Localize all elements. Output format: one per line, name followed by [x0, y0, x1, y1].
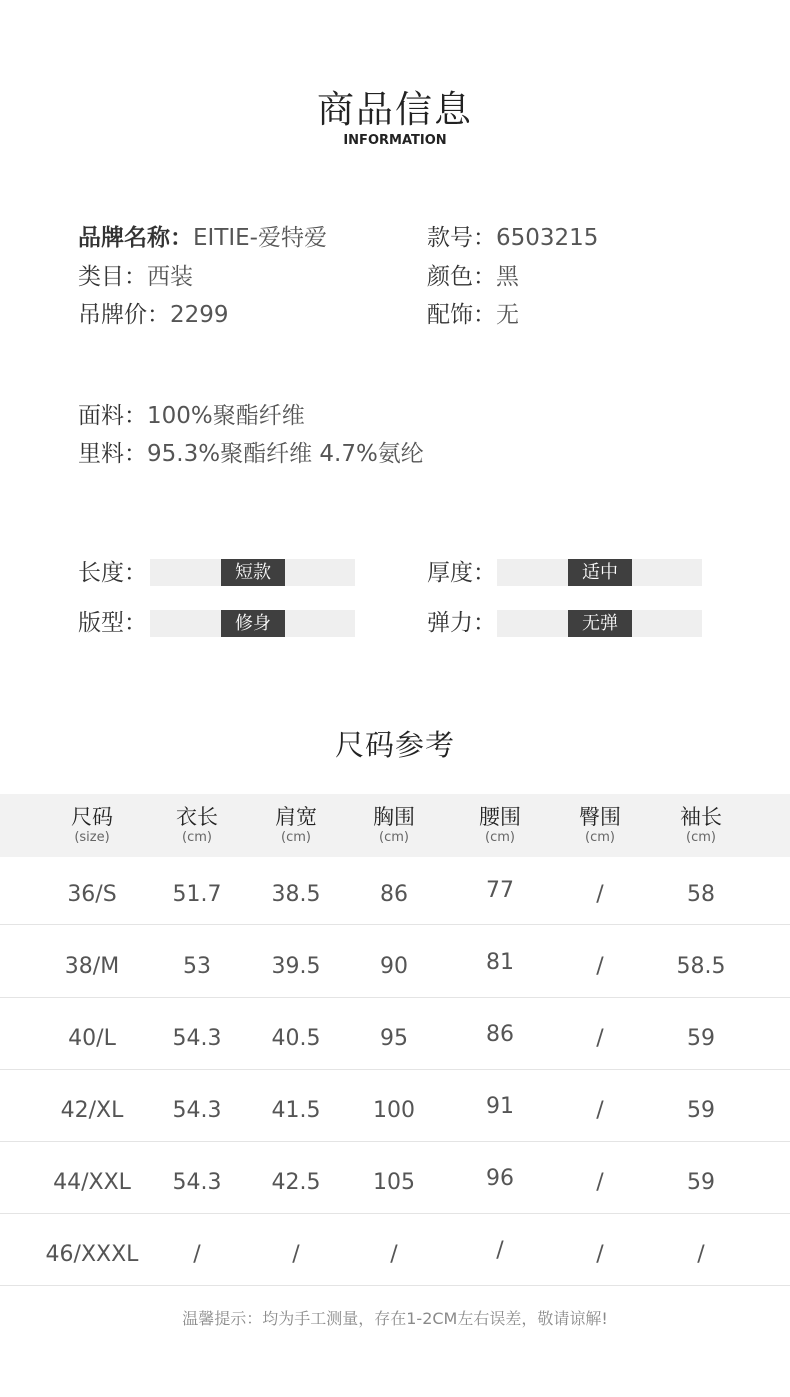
accessory-value: 无	[496, 302, 519, 328]
table-cell: 39.5	[271, 954, 321, 979]
header-shoulder	[251, 794, 341, 857]
table-cell: 44/XXL	[53, 1170, 131, 1195]
brand-row	[78, 223, 327, 253]
model-value: 6503215	[496, 225, 599, 251]
page-subtitle: INFORMATION	[343, 133, 447, 148]
table-cell: 51.7	[172, 882, 222, 907]
header-sleeve-label: 袖长	[680, 805, 722, 829]
size-title: 尺码参考	[334, 728, 455, 762]
table-cell: 59	[687, 1026, 715, 1051]
lining-value: 95.3%聚酯纤维 4.7%氨纶	[147, 441, 424, 467]
color-row	[427, 262, 519, 292]
table-cell: /	[697, 1242, 705, 1267]
elasticity-tag: 无弹	[568, 610, 632, 637]
table-row	[0, 1070, 790, 1142]
header-sleeve	[656, 794, 746, 857]
table-cell: 105	[373, 1170, 415, 1195]
length-label: 长度：	[78, 560, 147, 586]
color-label: 颜色：	[427, 264, 496, 290]
brand-label: 品牌名称：	[78, 225, 193, 251]
table-row	[0, 1142, 790, 1214]
table-cell: 100	[373, 1098, 415, 1123]
header-sleeve-unit: (cm)	[686, 830, 716, 845]
table-row	[0, 1214, 790, 1286]
price-value: 2299	[170, 302, 229, 328]
table-cell: 90	[380, 954, 408, 979]
table-cell: 58.5	[676, 954, 726, 979]
table-cell: /	[292, 1242, 300, 1267]
table-cell: /	[596, 1242, 604, 1267]
header-waist	[455, 794, 545, 857]
header-chest-label: 胸围	[373, 805, 415, 829]
header-size	[42, 794, 142, 857]
lining-label: 里料：	[78, 441, 147, 467]
table-cell: 59	[687, 1170, 715, 1195]
size-table-body	[0, 857, 790, 1286]
table-cell: /	[390, 1242, 398, 1267]
table-cell: /	[596, 1026, 604, 1051]
table-cell: 54.3	[172, 1026, 222, 1051]
table-cell: 95	[380, 1026, 408, 1051]
thickness-label: 厚度：	[427, 560, 496, 586]
table-cell: 38.5	[271, 882, 321, 907]
table-cell: 53	[183, 954, 211, 979]
table-cell: 86	[486, 1022, 514, 1047]
table-cell: 86	[380, 882, 408, 907]
table-cell: 54.3	[172, 1098, 222, 1123]
price-label: 吊牌价：	[78, 302, 170, 328]
header-waist-unit: (cm)	[485, 830, 515, 845]
table-cell: 54.3	[172, 1170, 222, 1195]
table-cell: 40.5	[271, 1026, 321, 1051]
fit-label: 版型：	[78, 610, 147, 636]
header-shoulder-unit: (cm)	[281, 830, 311, 845]
header-hip-label: 臀围	[579, 805, 621, 829]
table-cell: 42.5	[271, 1170, 321, 1195]
table-row	[0, 998, 790, 1070]
table-cell: 36/S	[67, 882, 117, 907]
fabric-label: 面料：	[78, 403, 147, 429]
elasticity-label: 弹力：	[427, 610, 496, 636]
header-length-unit: (cm)	[182, 830, 212, 845]
fit-tag: 修身	[221, 610, 285, 637]
accessory-label: 配饰：	[427, 302, 496, 328]
header-hip-unit: (cm)	[585, 830, 615, 845]
header-hip	[555, 794, 645, 857]
model-row	[427, 223, 598, 253]
lining-row	[78, 439, 424, 469]
length-tag: 短款	[221, 559, 285, 586]
color-value: 黑	[496, 264, 519, 290]
header-size-label: 尺码	[71, 805, 113, 829]
header-length	[152, 794, 242, 857]
table-cell: 41.5	[271, 1098, 321, 1123]
page-title: 商品信息	[317, 88, 473, 131]
category-label: 类目：	[78, 264, 147, 290]
table-cell: 42/XL	[60, 1098, 124, 1123]
table-cell: 59	[687, 1098, 715, 1123]
table-cell: 58	[687, 882, 715, 907]
table-cell: /	[496, 1238, 504, 1263]
price-row	[78, 300, 229, 330]
header-chest	[349, 794, 439, 857]
table-cell: /	[596, 1098, 604, 1123]
table-cell: /	[596, 954, 604, 979]
category-row	[78, 262, 193, 292]
fabric-row	[78, 401, 305, 431]
table-cell: 40/L	[68, 1026, 116, 1051]
accessory-row	[427, 300, 519, 330]
header-size-unit: (size)	[74, 830, 110, 845]
header-shoulder-label: 肩宽	[275, 805, 317, 829]
header-length-label: 衣长	[176, 805, 218, 829]
table-cell: 81	[486, 950, 514, 975]
table-cell: /	[596, 882, 604, 907]
table-cell: /	[193, 1242, 201, 1267]
thickness-tag: 适中	[568, 559, 632, 586]
table-cell: 38/M	[64, 954, 120, 979]
header-waist-label: 腰围	[479, 805, 521, 829]
table-cell: 96	[486, 1166, 514, 1191]
brand-value: EITIE-爱特爱	[193, 225, 327, 251]
model-label: 款号：	[427, 225, 496, 251]
size-table-header	[0, 794, 790, 857]
table-row	[0, 857, 790, 925]
table-row	[0, 925, 790, 998]
category-value: 西装	[147, 264, 193, 290]
table-cell: 91	[486, 1094, 514, 1119]
measurement-note: 温馨提示：均为手工测量，存在1-2CM左右误差，敬请谅解!	[182, 1309, 608, 1328]
fabric-value: 100%聚酯纤维	[147, 403, 305, 429]
header-chest-unit: (cm)	[379, 830, 409, 845]
table-cell: /	[596, 1170, 604, 1195]
table-cell: 46/XXXL	[45, 1242, 139, 1267]
size-table	[0, 794, 790, 1286]
table-cell: 77	[486, 878, 514, 903]
